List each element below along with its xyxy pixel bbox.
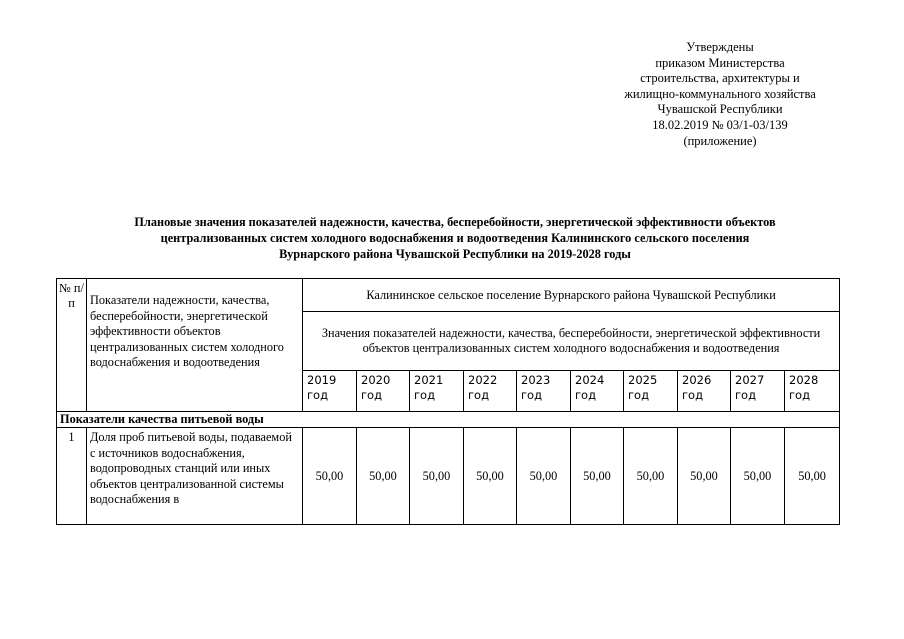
approval-line: (приложение) <box>683 133 757 148</box>
year-header: 2027 год <box>731 371 785 412</box>
settlement-header: Калининское сельское поселение Вурнарского района Чувашской Республики <box>303 279 840 312</box>
title-line: Плановые значения показателей надежности, качества, бесперебойности, энергетической эффективности объектов <box>134 215 776 229</box>
year-header: 2021 год <box>410 371 464 412</box>
year-header: 2024 год <box>571 371 624 412</box>
title-line: Вурнарского района Чувашской Республики на 2019-2028 годы <box>279 247 631 261</box>
approval-block <box>590 40 850 149</box>
value-cell: 50,00 <box>624 428 678 525</box>
year-header: 2019 год <box>303 371 357 412</box>
value-cell: 50,00 <box>678 428 731 525</box>
row-description: Доля проб питьевой воды, подаваемой с источников водоснабжения, водопроводных станций или иных объектов централизованной системы водоснабжения в <box>87 428 303 525</box>
approval-line: Утверждены <box>686 40 754 54</box>
year-header: 2020 год <box>357 371 410 412</box>
document-title <box>60 214 850 262</box>
row-number: 1 <box>57 428 87 525</box>
table-row <box>57 428 840 525</box>
value-cell: 50,00 <box>303 428 357 525</box>
value-cell: 50,00 <box>357 428 410 525</box>
header-row <box>57 279 840 312</box>
year-header: 2028 год <box>785 371 840 412</box>
approval-line: 18.02.2019 № 03/1-03/139 <box>652 117 788 132</box>
approval-line: строительства, архитектуры и <box>640 71 800 86</box>
approval-line: приказом Министерства <box>655 55 785 70</box>
year-header: 2026 год <box>678 371 731 412</box>
approval-line: жилищно-коммунального хозяйства <box>624 86 816 101</box>
values-header: Значения показателей надежности, качества, бесперебойности, энергетической эффективности объектов централизованных систем холодного водоснабжения и водоотведения <box>303 312 840 371</box>
year-header: 2023 год <box>517 371 571 412</box>
num-header: № п/п <box>57 279 87 412</box>
year-header: 2025 год <box>624 371 678 412</box>
title-line: централизованных систем холодного водоснабжения и водоотведения Калининского сельского поселения <box>160 231 750 245</box>
value-cell: 50,00 <box>571 428 624 525</box>
indicators-table <box>56 278 840 525</box>
value-cell: 50,00 <box>731 428 785 525</box>
value-cell: 50,00 <box>464 428 517 525</box>
approval-line: Чувашской Республики <box>657 102 783 117</box>
indicators-header: Показатели надежности, качества, бесперебойности, энергетической эффективности объектов централизованных систем холодного водоснабжения и водоотведения <box>87 279 303 412</box>
value-cell: 50,00 <box>785 428 840 525</box>
year-header: 2022 год <box>464 371 517 412</box>
section-row <box>57 412 840 428</box>
section-heading: Показатели качества питьевой воды <box>57 412 840 428</box>
value-cell: 50,00 <box>517 428 571 525</box>
value-cell: 50,00 <box>410 428 464 525</box>
